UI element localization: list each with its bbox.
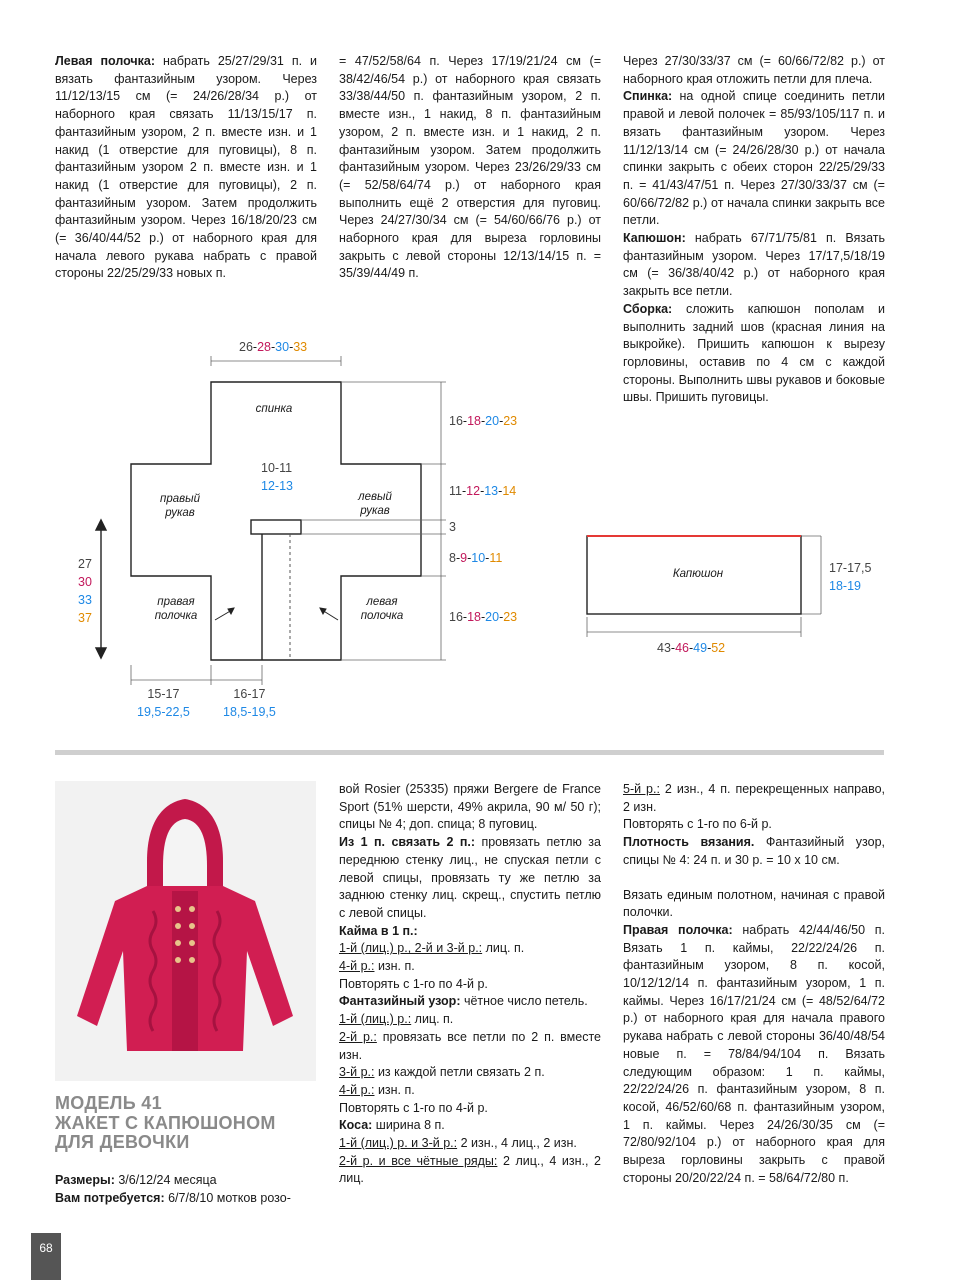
right-front-label: правая полочка bbox=[154, 596, 198, 622]
paragraph: 2-й р.: провязать все петли по 2 п. вместе изн. bbox=[339, 1029, 602, 1062]
paragraph: Коса: ширина 8 п. bbox=[339, 1118, 445, 1133]
left-front-label: левая полочка bbox=[360, 596, 404, 622]
paragraph: Повторять с 1-го по 4-й р. bbox=[339, 976, 488, 991]
jacket-photo bbox=[55, 781, 316, 1081]
back-label: спинка bbox=[255, 403, 293, 415]
paragraph: Вязать единым полотном, начиная с правой полочки. bbox=[623, 887, 885, 920]
bottom-column-2 bbox=[339, 781, 601, 1188]
jacket-illustration bbox=[55, 781, 316, 1081]
paragraph: Кайма в 1 п.: bbox=[339, 923, 418, 938]
neck-width-label-1: 10-11 bbox=[261, 461, 293, 475]
sleeve-height-label: 11-12-13-14 bbox=[449, 484, 517, 498]
hood-width-label: 43-46-49-52 bbox=[657, 641, 726, 655]
paragraph: 1-й (лиц.) р.: лиц. п. bbox=[339, 1012, 454, 1027]
paragraph: Левая полочка: набрать 25/27/29/31 п. и вязать фантазийным узором. Через 11/12/13/15 см (= 24/26/28/34 р.) от наборного края связать 11/13/15/17 п. фантазийным узором, 2 п. вместе изн. и 1 накид (1 отверстие для пуговицы), 8 п. фантазийным узором 2 п. вместе изн. и 1 накид (1 отверстие для пуговицы), 2 п. фантазийным узором. Затем продолжить фантазийным узором. Через 16/18/20/23 см (= 36/40/44/52 р.) от наборного края для начала левого рукава набрать с правой стороны 22/25/29/33 новых п. bbox=[55, 54, 317, 281]
materials-line: Вам потребуется: 6/7/8/10 мотков розо- bbox=[55, 1191, 291, 1205]
back-height-label: 16-18-20-23 bbox=[449, 414, 518, 428]
hood-height-label: 17-17,5 18-19 bbox=[829, 561, 872, 593]
neck-height-label: 3 bbox=[449, 520, 456, 534]
paragraph: Из 1 п. связать 2 п.: провязать петлю за переднюю стенку лиц., не спуская петли с левой спицы, провязать ту же петлю за заднюю стенку лиц. скрещ., спустить петлю с левой спицы. bbox=[339, 835, 601, 920]
paragraph: Через 27/30/33/37 см (= 60/66/72/82 р.) от наборного края отложить петли для плеча. bbox=[623, 54, 885, 86]
paragraph: Спинка: на одной спице соединить петли правой и левой полочек = 85/93/105/117 п. и вязать фантазийным узором. Через 11/12/13/14 см (= 24/26/28/30 р.) от начала спинки закрыть с обеих сторон 22/25/29/33 п. = 41/43/47/51 п. Через 27/30/33/37 см (= 60/66/72/82 р.) от начала спинки закрыть все петли. bbox=[623, 89, 885, 228]
sizes-line: Размеры: 3/6/12/24 месяца bbox=[55, 1173, 217, 1187]
paragraph: 2-й р. и все чётные ряды: 2 лиц., 4 изн., 2 лиц. bbox=[339, 1153, 602, 1186]
paragraph: Повторять с 1-го по 6-й р. bbox=[623, 817, 772, 832]
paragraph: Сборка: сложить капюшон пополам и выполнить задний шов (красная линия на выкройке). Пришить капюшон к вырезу горловины, оставив по 4 см с каждой стороны. Выполнить швы рукавов и боковые швы. Пришить пуговицы. bbox=[623, 301, 885, 405]
section-divider bbox=[55, 750, 884, 755]
paragraph: Правая полочка: набрать 42/44/46/50 п. Вязать 1 п. каймы, 22/22/24/26 п. фантазийным узором, 8 п. косой, 10/12/12/14 п. фантазийным узором, 1 п. каймы. Через 16/17/21/24 см (= 48/52/64/72 р.) от наборного края для начала правого рукава набрать с левой стороны 36/40/48/54 новые п. = 78/84/94/104 п. Вязать следующим образом: 1 п. каймы, 22/22/24/26 п. фантазийным узором, 8 п. косой, 46/52/60/68 п. фантазийным узором, 1 п. каймы. Через 24/26/30/35 см (= 72/80/92/104 р.) от наборного края для выреза горловины закрыть с правой стороны 20/20/22/24 п. = 58/64/72/80 п. bbox=[623, 922, 885, 1185]
paragraph: Капюшон: набрать 67/71/75/81 п. Вязать фантазийным узором. Через 17/17,5/18/19 см (= 36/38/40/42 р.) от наборного края закрыть все петли. bbox=[623, 231, 885, 299]
bottom-left-width-label: 15-17 19,5-22,5 bbox=[137, 687, 190, 719]
left-sleeve-label: левый рукав bbox=[358, 491, 392, 517]
page-number: 68 bbox=[31, 1233, 61, 1280]
paragraph: 1-й (лиц.) р. и 3-й р.: 2 изн., 4 лиц., 2 изн. bbox=[339, 1136, 577, 1151]
bottom-column-3 bbox=[623, 781, 885, 1187]
paragraph: Фантазийный узор: чётное число петель. bbox=[339, 994, 588, 1009]
model-title: МОДЕЛЬ 41 ЖАКЕТ С КАПЮШОНОМ ДЛЯ ДЕВОЧКИ bbox=[55, 1093, 276, 1152]
hood-label: Капюшон bbox=[672, 568, 724, 580]
neck-width-label-2: 12-13 bbox=[261, 479, 293, 493]
paragraph: 4-й р.: изн. п. bbox=[339, 1082, 415, 1097]
top-width-label: 26-28-30-33 bbox=[239, 340, 308, 354]
total-height-label: 27 30 33 37 bbox=[78, 557, 92, 625]
front-height-label: 16-18-20-23 bbox=[449, 610, 518, 624]
mid-height-label: 8-9-10-11 bbox=[449, 551, 503, 565]
paragraph: Плотность вязания. Фантазийный узор, спицы № 4: 24 п. и 30 р. = 10 х 10 см. bbox=[623, 835, 885, 867]
right-sleeve-label: правый рукав bbox=[160, 493, 200, 519]
paragraph: = 47/52/58/64 п. Через 17/19/21/24 см (= 38/42/46/54 р.) от наборного края связать 33/38/44/50 п. фантазийным узором, 2 п. вместе изн., 1 накид, 8 п. фантазийным узором, 2 п. вместе изн. и 1 накид, 2 п. фантазийным узором. Затем продолжить фантазийным узором. Через 23/26/29/33 см (= 52/58/64/74 р.) от наборного края выполнить ещё 2 отверстия для пуговиц. Через 24/27/30/34 см (= 54/60/66/76 р.) от наборного края для выреза горловины закрыть с левой стороны 12/13/14/15 п. = 35/39/44/49 п. bbox=[339, 54, 601, 281]
paragraph: Повторять с 1-го по 4-й р. bbox=[339, 1100, 488, 1115]
paragraph: 5-й р.: 2 изн., 4 п. перекрещенных направо, 2 изн. bbox=[623, 782, 885, 814]
paragraph: вой Rosier (25335) пряжи Bergere de France Sport (51% шерсти, 49% акрила, 90 м/ 50 г); спицы № 4; доп. спица; 8 пуговиц. bbox=[339, 782, 601, 832]
paragraph: 4-й р.: изн. п. bbox=[339, 959, 415, 974]
paragraph: 1-й (лиц.) р., 2-й и 3-й р.: лиц. п. bbox=[339, 941, 525, 956]
paragraph: 3-й р.: из каждой петли связать 2 п. bbox=[339, 1065, 545, 1080]
bottom-mid-width-label: 16-17 18,5-19,5 bbox=[223, 687, 276, 719]
